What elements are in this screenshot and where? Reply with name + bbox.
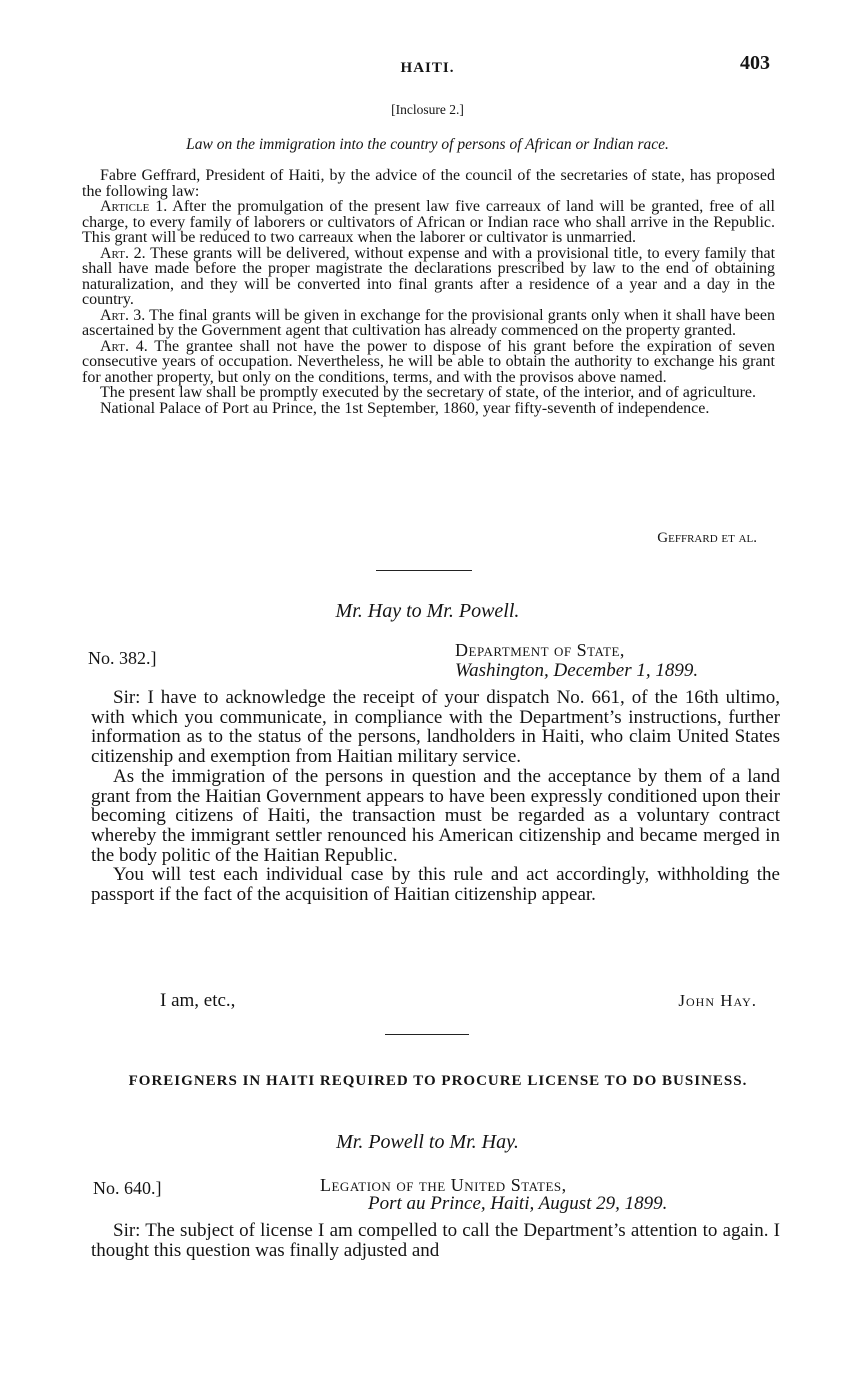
article-text: After the promulgation of the present law five carreaux of land will be granted, free of all charge, to every family of laborers or cultivators of African or Indian race who shall arrive in the Republic. This grant will be reduced to two carreaux when the laborer or cultivator is unmarried. — [82, 198, 776, 246]
law-signature: Geffrard et al. — [657, 530, 757, 546]
section-divider — [385, 1034, 469, 1035]
letter-body — [91, 1221, 780, 1260]
article-text: The grantee shall not have the power to dispose of his grant before the expiration of seven consecutive years of occupation. Nevertheless, he will be able to obtain the authority to exchange his grant for another property, but only on the conditions, terms, and with the provisos above named. — [82, 337, 776, 386]
inclosure-label: [Inclosure 2.] — [391, 102, 464, 117]
law-article-1 — [82, 199, 775, 246]
page-number: 403 — [740, 52, 770, 74]
article-label: Art. 2. — [100, 244, 146, 262]
law-title: Law on the immigration into the country of persons of African or Indian race. — [186, 136, 669, 153]
dispatch-number: No. 640.] — [93, 1178, 162, 1198]
article-label: Article 1. — [100, 198, 168, 215]
law-article-2 — [82, 246, 775, 308]
letter-heading: Mr. Powell to Mr. Hay. — [336, 1131, 519, 1153]
law-article-3 — [82, 308, 775, 339]
letter-body — [91, 688, 780, 905]
running-title: HAITI. — [400, 60, 455, 76]
letter-paragraph: You will test each individual case by this rule and act accordingly, withholding the passport if the fact of the acquisition of Haitian citizenship appear. — [91, 864, 780, 906]
law-execution: The present law shall be promptly executed by the secretary of state, of the interior, and of agriculture. — [100, 384, 756, 401]
sender-office: Department of State, — [455, 640, 625, 660]
place-date: Port au Prince, Haiti, August 29, 1899. — [368, 1193, 668, 1214]
place-date: Washington, December 1, 1899. — [455, 660, 699, 681]
letter-closing: I am, etc., — [160, 990, 236, 1011]
law-preamble: Fabre Geffrard, President of Haiti, by the advice of the council of the secretaries of state, has proposed the following law: — [82, 167, 775, 200]
article-label: Art. 4. — [100, 337, 148, 355]
law-text — [82, 168, 775, 416]
letter-signature: John Hay. — [678, 991, 757, 1010]
sender-office: Legation of the United States, — [320, 1175, 567, 1195]
law-article-4 — [82, 339, 775, 386]
law-dateline: National Palace of Port au Prince, the 1st September, 1860, year fifty-seventh of independence. — [100, 399, 710, 417]
letter-paragraph: As the immigration of the persons in question and the acceptance by them of a land grant from the Haitian Government appears to have been expressly conditioned upon their becoming citizens of Haiti, the transaction must be regarded as a voluntary contract whereby the immigrant settler renounced his American citizenship and became merged in the body politic of the Haitian Republic. — [91, 765, 780, 866]
article-label: Art. 3. — [100, 306, 146, 324]
letter-paragraph: Sir: I have to acknowledge the receipt of your dispatch No. 661, of the 16th ultimo, with which you communicate, in compliance with the Department’s instructions, further information as to the status of the persons, landholders in Haiti, who claim United States citizenship and exemption from Haitian military service. — [91, 687, 780, 768]
letter-heading: Mr. Hay to Mr. Powell. — [335, 600, 520, 622]
section-divider — [376, 570, 472, 571]
section-title: FOREIGNERS IN HAITI REQUIRED TO PROCURE LICENSE TO DO BUSINESS. — [128, 1073, 748, 1089]
article-text: The final grants will be given in exchange for the provisional grants only when it shall have been ascertained by the Government agent that cultivation has already commenced on the property granted. — [82, 306, 775, 339]
dispatch-number: No. 382.] — [88, 648, 157, 668]
article-text: These grants will be delivered, without expense and with a provisional title, to every family that shall have made before the proper magistrate the declarations prescribed by law to the end of obtaining naturalization, and they will be converted into final grants after a residence of a year and a day in the country. — [82, 244, 776, 308]
letter-paragraph: Sir: The subject of license I am compelled to call the Department’s attention to again. I thought this question was finally adjusted and — [91, 1220, 780, 1261]
